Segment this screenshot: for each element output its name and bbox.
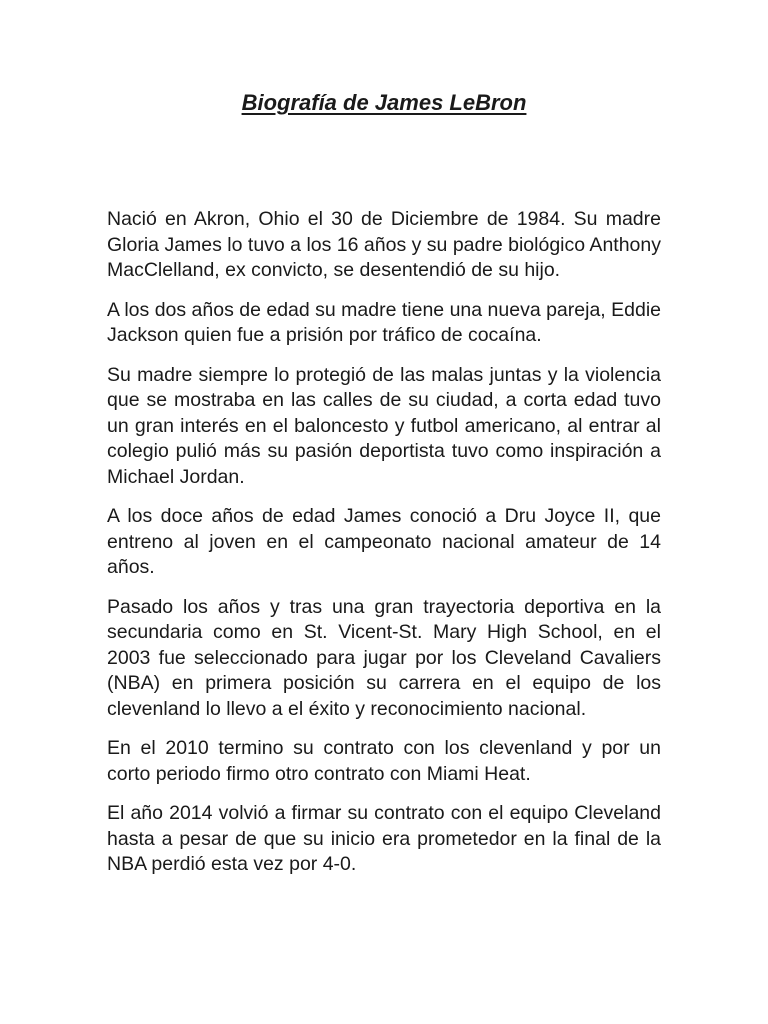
document-body [107, 207, 661, 892]
paragraph: Nació en Akron, Ohio el 30 de Diciembre de 1984. Su madre Gloria James lo tuvo a los 16 años y su padre biológico Anthony MacClelland, ex convicto, se desentendió de su hijo. [107, 208, 661, 281]
paragraph: El año 2014 volvió a firmar su contrato con el equipo Cleveland hasta a pesar de que su inicio era prometedor en la final de la NBA perdió esta vez por 4-0. [107, 802, 661, 875]
paragraph: En el 2010 termino su contrato con los clevenland y por un corto periodo firmo otro contrato con Miami Heat. [107, 737, 661, 785]
paragraph: A los dos años de edad su madre tiene una nueva pareja, Eddie Jackson quien fue a prisión por tráfico de cocaína. [107, 298, 661, 346]
paragraph: A los doce años de edad James conoció a Dru Joyce II, que entreno al joven en el campeonato nacional amateur de 14 años. [107, 505, 661, 578]
document-title: Biografía de James LeBron [241, 90, 527, 115]
paragraph: Su madre siempre lo protegió de las malas juntas y la violencia que se mostraba en las calles de su ciudad, a corta edad tuvo un gran interés en el baloncesto y futbol americano, al entrar al colegio pulió más su pasión deportista tuvo como inspiración a Michael Jordan. [107, 363, 661, 488]
paragraph: Pasado los años y tras una gran trayectoria deportiva en la secundaria como en St. Vicent-St. Mary High School, en el 2003 fue seleccionado para jugar por los Cleveland Cavaliers (NBA) en primera posición su carrera en el equipo de los clevenland lo llevo a el éxito y reconocimiento nacional. [107, 595, 661, 720]
